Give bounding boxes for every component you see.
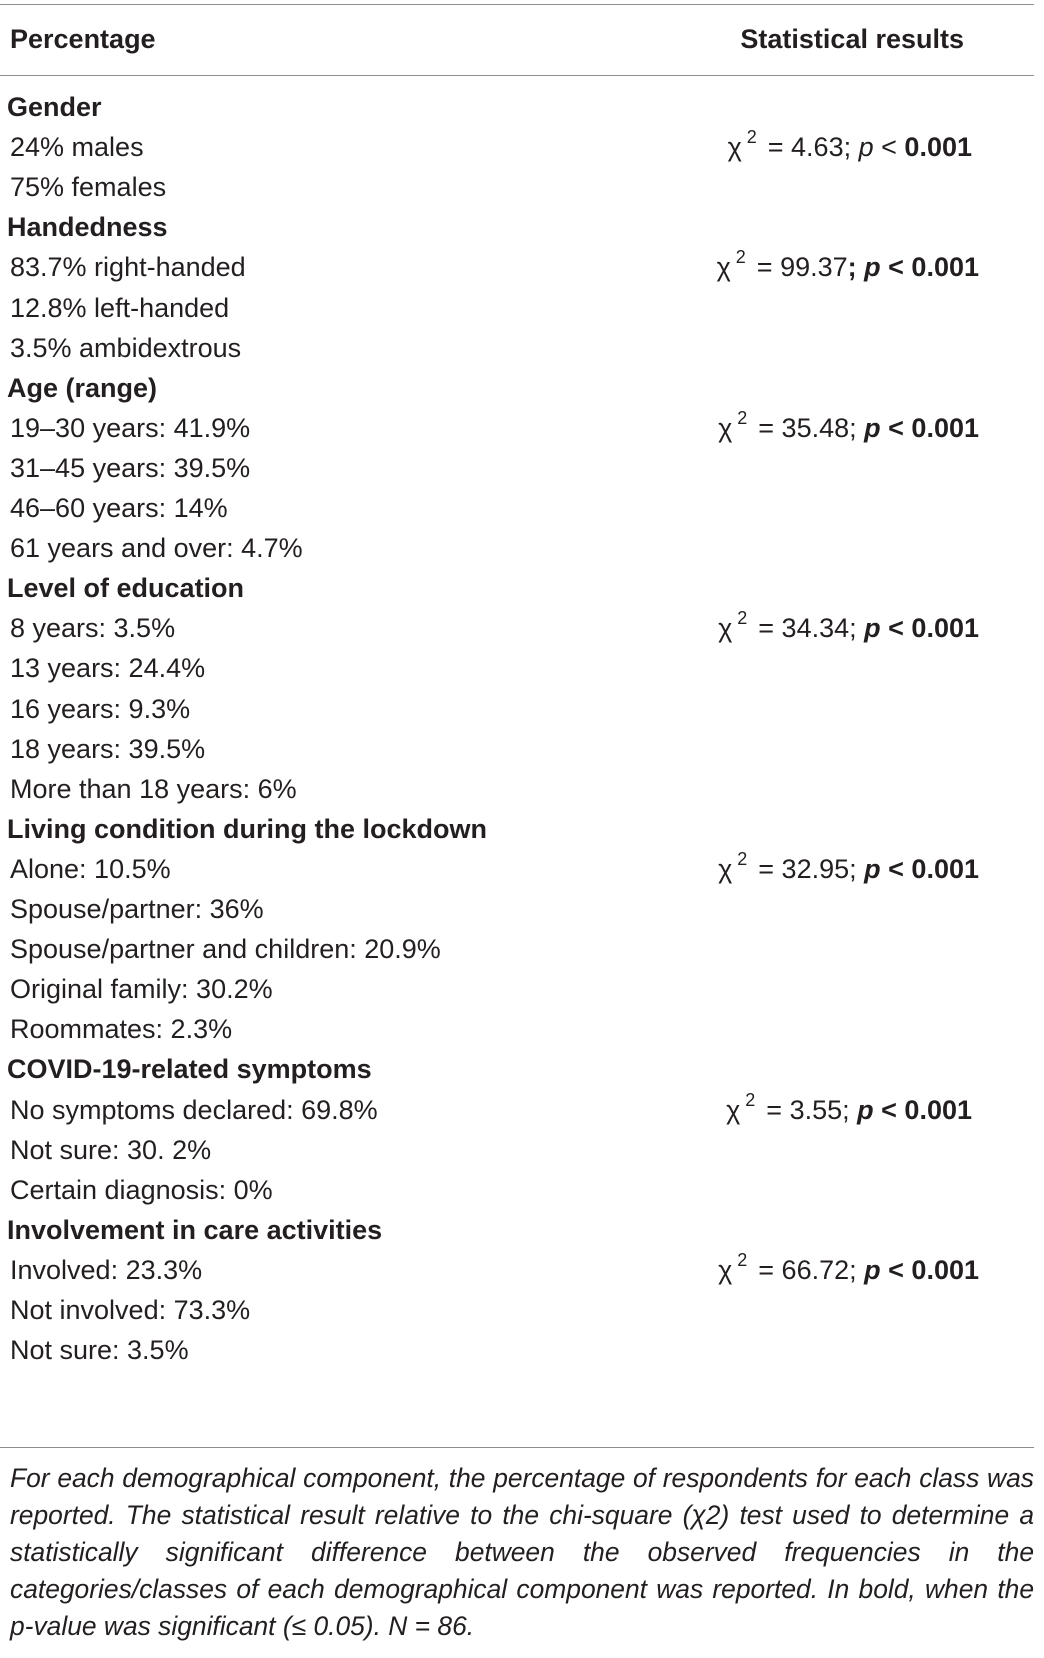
p-value: 0.001 [911, 412, 979, 443]
table-row [0, 607, 1034, 649]
table-row [0, 1329, 1034, 1371]
p-operator: < [880, 853, 912, 884]
chi-value: = 3.55 [766, 1094, 843, 1125]
section-header-row [0, 86, 1034, 128]
statistical-result [718, 1249, 979, 1294]
row-label: 83.7% right-handed [10, 252, 246, 283]
separator: ; [849, 412, 865, 443]
row-label: 13 years: 24.4% [10, 653, 206, 684]
row-label: No symptoms declared: 69.8% [10, 1094, 378, 1125]
table-row [0, 1129, 1034, 1171]
table-footer-rule [0, 1447, 1034, 1448]
p-operator: < [873, 1094, 905, 1125]
table-row [0, 688, 1034, 730]
row-label: Not involved: 73.3% [10, 1295, 251, 1325]
p-value: 0.001 [911, 252, 979, 283]
p-value: 0.001 [911, 1254, 979, 1285]
chi-symbol: χ [718, 853, 733, 884]
chi-square-exponent: 2 [737, 848, 748, 869]
table-row [0, 1089, 1034, 1131]
row-label: 19–30 years: 41.9% [10, 412, 251, 443]
row-label: Roommates: 2.3% [10, 1014, 233, 1045]
p-letter: p [864, 613, 881, 644]
row-label: 8 years: 3.5% [10, 613, 176, 644]
table-row [0, 527, 1034, 569]
chi-value: = 4.63 [767, 132, 844, 163]
row-label: 75% females [10, 172, 167, 203]
chi-square-exponent: 2 [745, 1089, 756, 1110]
section-header-row [0, 367, 1034, 409]
chi-square-exponent: 2 [737, 407, 748, 428]
p-letter: p [864, 853, 881, 884]
table-header-rule [0, 75, 1034, 76]
table-row [0, 968, 1034, 1010]
section-header-row [0, 206, 1034, 248]
p-operator: < [880, 252, 912, 283]
table-row [0, 447, 1034, 489]
chi-square-exponent: 2 [737, 608, 748, 629]
chi-square-exponent: 2 [735, 247, 746, 268]
row-label: Involved: 23.3% [10, 1254, 203, 1285]
table-top-rule [0, 4, 1034, 5]
table-row [0, 327, 1034, 369]
section-header-row [0, 808, 1034, 850]
section-label: Age (range) [7, 372, 158, 403]
separator: ; [849, 853, 865, 884]
chi-value: = 99.37 [756, 252, 848, 283]
separator: ; [847, 252, 865, 283]
row-label: 24% males [10, 132, 144, 163]
table-row [0, 1249, 1034, 1291]
row-label: Spouse/partner and children: 20.9% [10, 934, 441, 965]
chi-square-exponent: 2 [746, 127, 757, 148]
p-operator: < [880, 412, 912, 443]
separator: ; [842, 1094, 858, 1125]
p-letter: p [857, 1094, 874, 1125]
row-label: Not sure: 30. 2% [10, 1134, 212, 1165]
table-row [0, 1169, 1034, 1211]
table-row [0, 126, 1034, 168]
chi-symbol: χ [718, 1254, 733, 1285]
section-label: Living condition during the lockdown [7, 813, 487, 844]
statistical-result [718, 848, 979, 893]
p-operator: < [880, 1254, 912, 1285]
section-label: Level of education [7, 573, 245, 604]
table-row [0, 647, 1034, 689]
chi-value: = 35.48 [758, 412, 850, 443]
statistical-result [717, 246, 979, 291]
separator: ; [849, 1254, 865, 1285]
row-label: Certain diagnosis: 0% [10, 1174, 273, 1205]
separator: ; [849, 613, 865, 644]
row-label: Alone: 10.5% [10, 853, 171, 884]
p-letter: p [858, 132, 874, 163]
row-label: Original family: 30.2% [10, 974, 273, 1005]
section-header-row [0, 567, 1034, 609]
p-letter: p [864, 412, 881, 443]
p-letter: p [864, 1254, 881, 1285]
section-label: Handedness [7, 212, 168, 243]
chi-symbol: χ [726, 1094, 741, 1125]
row-label: 61 years and over: 4.7% [10, 533, 303, 564]
p-operator: < [880, 613, 912, 644]
statistical-result [728, 126, 972, 171]
row-label: Not sure: 3.5% [10, 1335, 189, 1366]
column-header-percentage: Percentage [10, 24, 156, 54]
row-label: 46–60 years: 14% [10, 493, 228, 523]
table-row [0, 166, 1034, 208]
section-label: COVID-19-related symptoms [7, 1054, 372, 1085]
section-header-row [0, 1209, 1034, 1251]
row-label: 16 years: 9.3% [10, 693, 191, 724]
table-row [0, 407, 1034, 449]
row-label: 31–45 years: 39.5% [10, 452, 251, 483]
row-label: 3.5% ambidextrous [10, 332, 242, 363]
table-row [0, 287, 1034, 329]
table-row [0, 246, 1034, 288]
chi-value: = 34.34 [758, 613, 850, 644]
table-row [0, 928, 1034, 970]
section-label: Gender [7, 92, 102, 122]
chi-symbol: χ [718, 412, 733, 443]
p-value: 0.001 [911, 613, 979, 644]
p-operator: < [873, 132, 905, 163]
statistical-result [718, 607, 979, 652]
chi-square-exponent: 2 [737, 1249, 748, 1270]
statistical-result [726, 1089, 972, 1134]
chi-symbol: χ [718, 613, 733, 644]
column-header-statistical-results: Statistical results [740, 24, 964, 54]
p-letter: p [864, 252, 881, 283]
row-label: 12.8% left-handed [10, 292, 230, 323]
table-row [0, 728, 1034, 770]
table-row [0, 848, 1034, 890]
p-value: 0.001 [904, 132, 972, 163]
chi-symbol: χ [727, 132, 742, 163]
section-header-row [0, 1048, 1034, 1090]
table-row [0, 768, 1034, 810]
p-value: 0.001 [904, 1094, 972, 1125]
table-row [0, 1289, 1034, 1331]
p-value: 0.001 [911, 853, 979, 884]
chi-symbol: χ [716, 252, 731, 283]
table-row [0, 888, 1034, 930]
row-label: More than 18 years: 6% [10, 773, 297, 804]
row-label: Spouse/partner: 36% [10, 894, 264, 924]
section-label: Involvement in care activities [7, 1214, 383, 1245]
row-label: 18 years: 39.5% [10, 733, 206, 764]
chi-value: = 32.95 [758, 853, 850, 884]
table-footnote: For each demographical component, the percentage of respondents for each class was reported. The statistical result relative to the chi-square (χ2) test used to determine a statistically significant difference between the observed frequencies in the categories/classes of each demographical component was reported. In bold, when the p-value was significant (≤ 0.05). N = 86. [10, 1463, 1034, 1641]
table-row [0, 487, 1034, 529]
statistical-result [718, 407, 979, 452]
table-row [0, 1008, 1034, 1050]
chi-value: = 66.72 [758, 1254, 850, 1285]
separator: ; [843, 132, 859, 163]
